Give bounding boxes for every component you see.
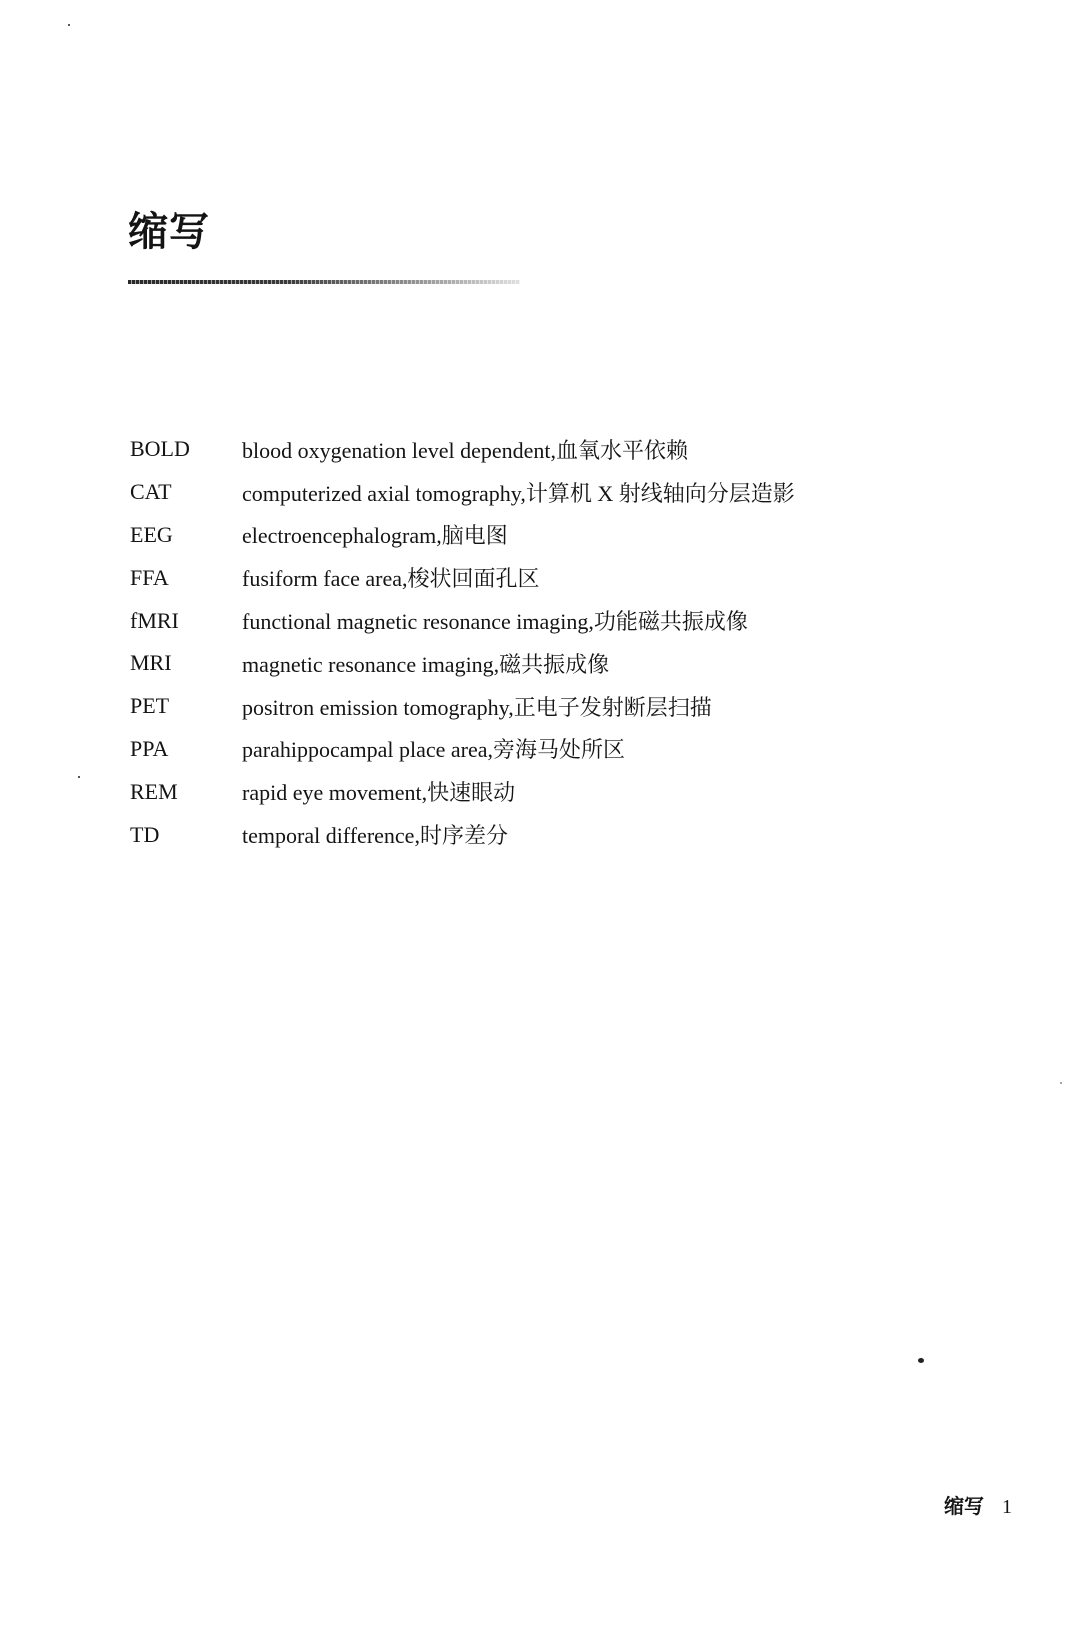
abbreviation-definition: positron emission tomography,正电子发射断层扫描: [242, 694, 712, 720]
abbreviation-term: MRI: [130, 650, 172, 676]
page-footer: [944, 1490, 1012, 1519]
scan-speck: [78, 776, 80, 778]
abbreviation-term: EEG: [130, 521, 173, 547]
abbreviation-term: CAT: [130, 479, 172, 505]
abbreviation-definition: computerized axial tomography,计算机 X 射线轴向分层造影: [242, 480, 795, 506]
abbreviation-row: [130, 514, 795, 557]
scan-speck: [918, 1358, 924, 1363]
abbreviation-definition: magnetic resonance imaging,磁共振成像: [242, 651, 610, 677]
abbreviation-definition: functional magnetic resonance imaging,功能磁共振成像: [242, 609, 748, 635]
abbreviation-definition: parahippocampal place area,旁海马处所区: [242, 737, 626, 763]
abbreviation-row: [130, 642, 795, 685]
abbreviation-row: [130, 685, 795, 728]
abbreviation-definition: electroencephalogram,脑电图: [242, 523, 508, 549]
abbreviation-term: REM: [130, 778, 178, 804]
abbreviation-term: TD: [130, 821, 160, 847]
abbreviation-term: PET: [130, 693, 170, 719]
abbreviation-definition: rapid eye movement,快速眼动: [242, 780, 516, 806]
abbreviation-term: FFA: [130, 564, 169, 590]
abbreviation-row: [130, 599, 795, 642]
abbreviation-row: [130, 428, 795, 471]
abbreviation-row: [130, 728, 795, 771]
abbreviation-row: [130, 813, 795, 856]
footer-section-label: 缩写: [944, 1496, 984, 1518]
abbreviation-definition: fusiform face area,梭状回面孔区: [242, 566, 540, 592]
abbreviation-row: [130, 471, 795, 514]
abbreviation-row: [130, 556, 795, 599]
page-title: 缩写: [128, 209, 210, 254]
abbreviation-term: PPA: [130, 735, 169, 761]
scan-speck: [1060, 1082, 1062, 1084]
abbreviation-row: [130, 770, 795, 813]
abbreviation-term: BOLD: [130, 436, 190, 462]
title-rule-divider: [128, 280, 520, 284]
abbreviation-definition: temporal difference,时序差分: [242, 823, 508, 849]
abbreviation-list: [130, 428, 795, 856]
abbreviation-definition: blood oxygenation level dependent,血氧水平依赖: [242, 437, 689, 463]
abbreviation-term: fMRI: [130, 607, 179, 633]
page-number: 1: [1002, 1496, 1012, 1518]
scan-speck: [68, 24, 70, 26]
